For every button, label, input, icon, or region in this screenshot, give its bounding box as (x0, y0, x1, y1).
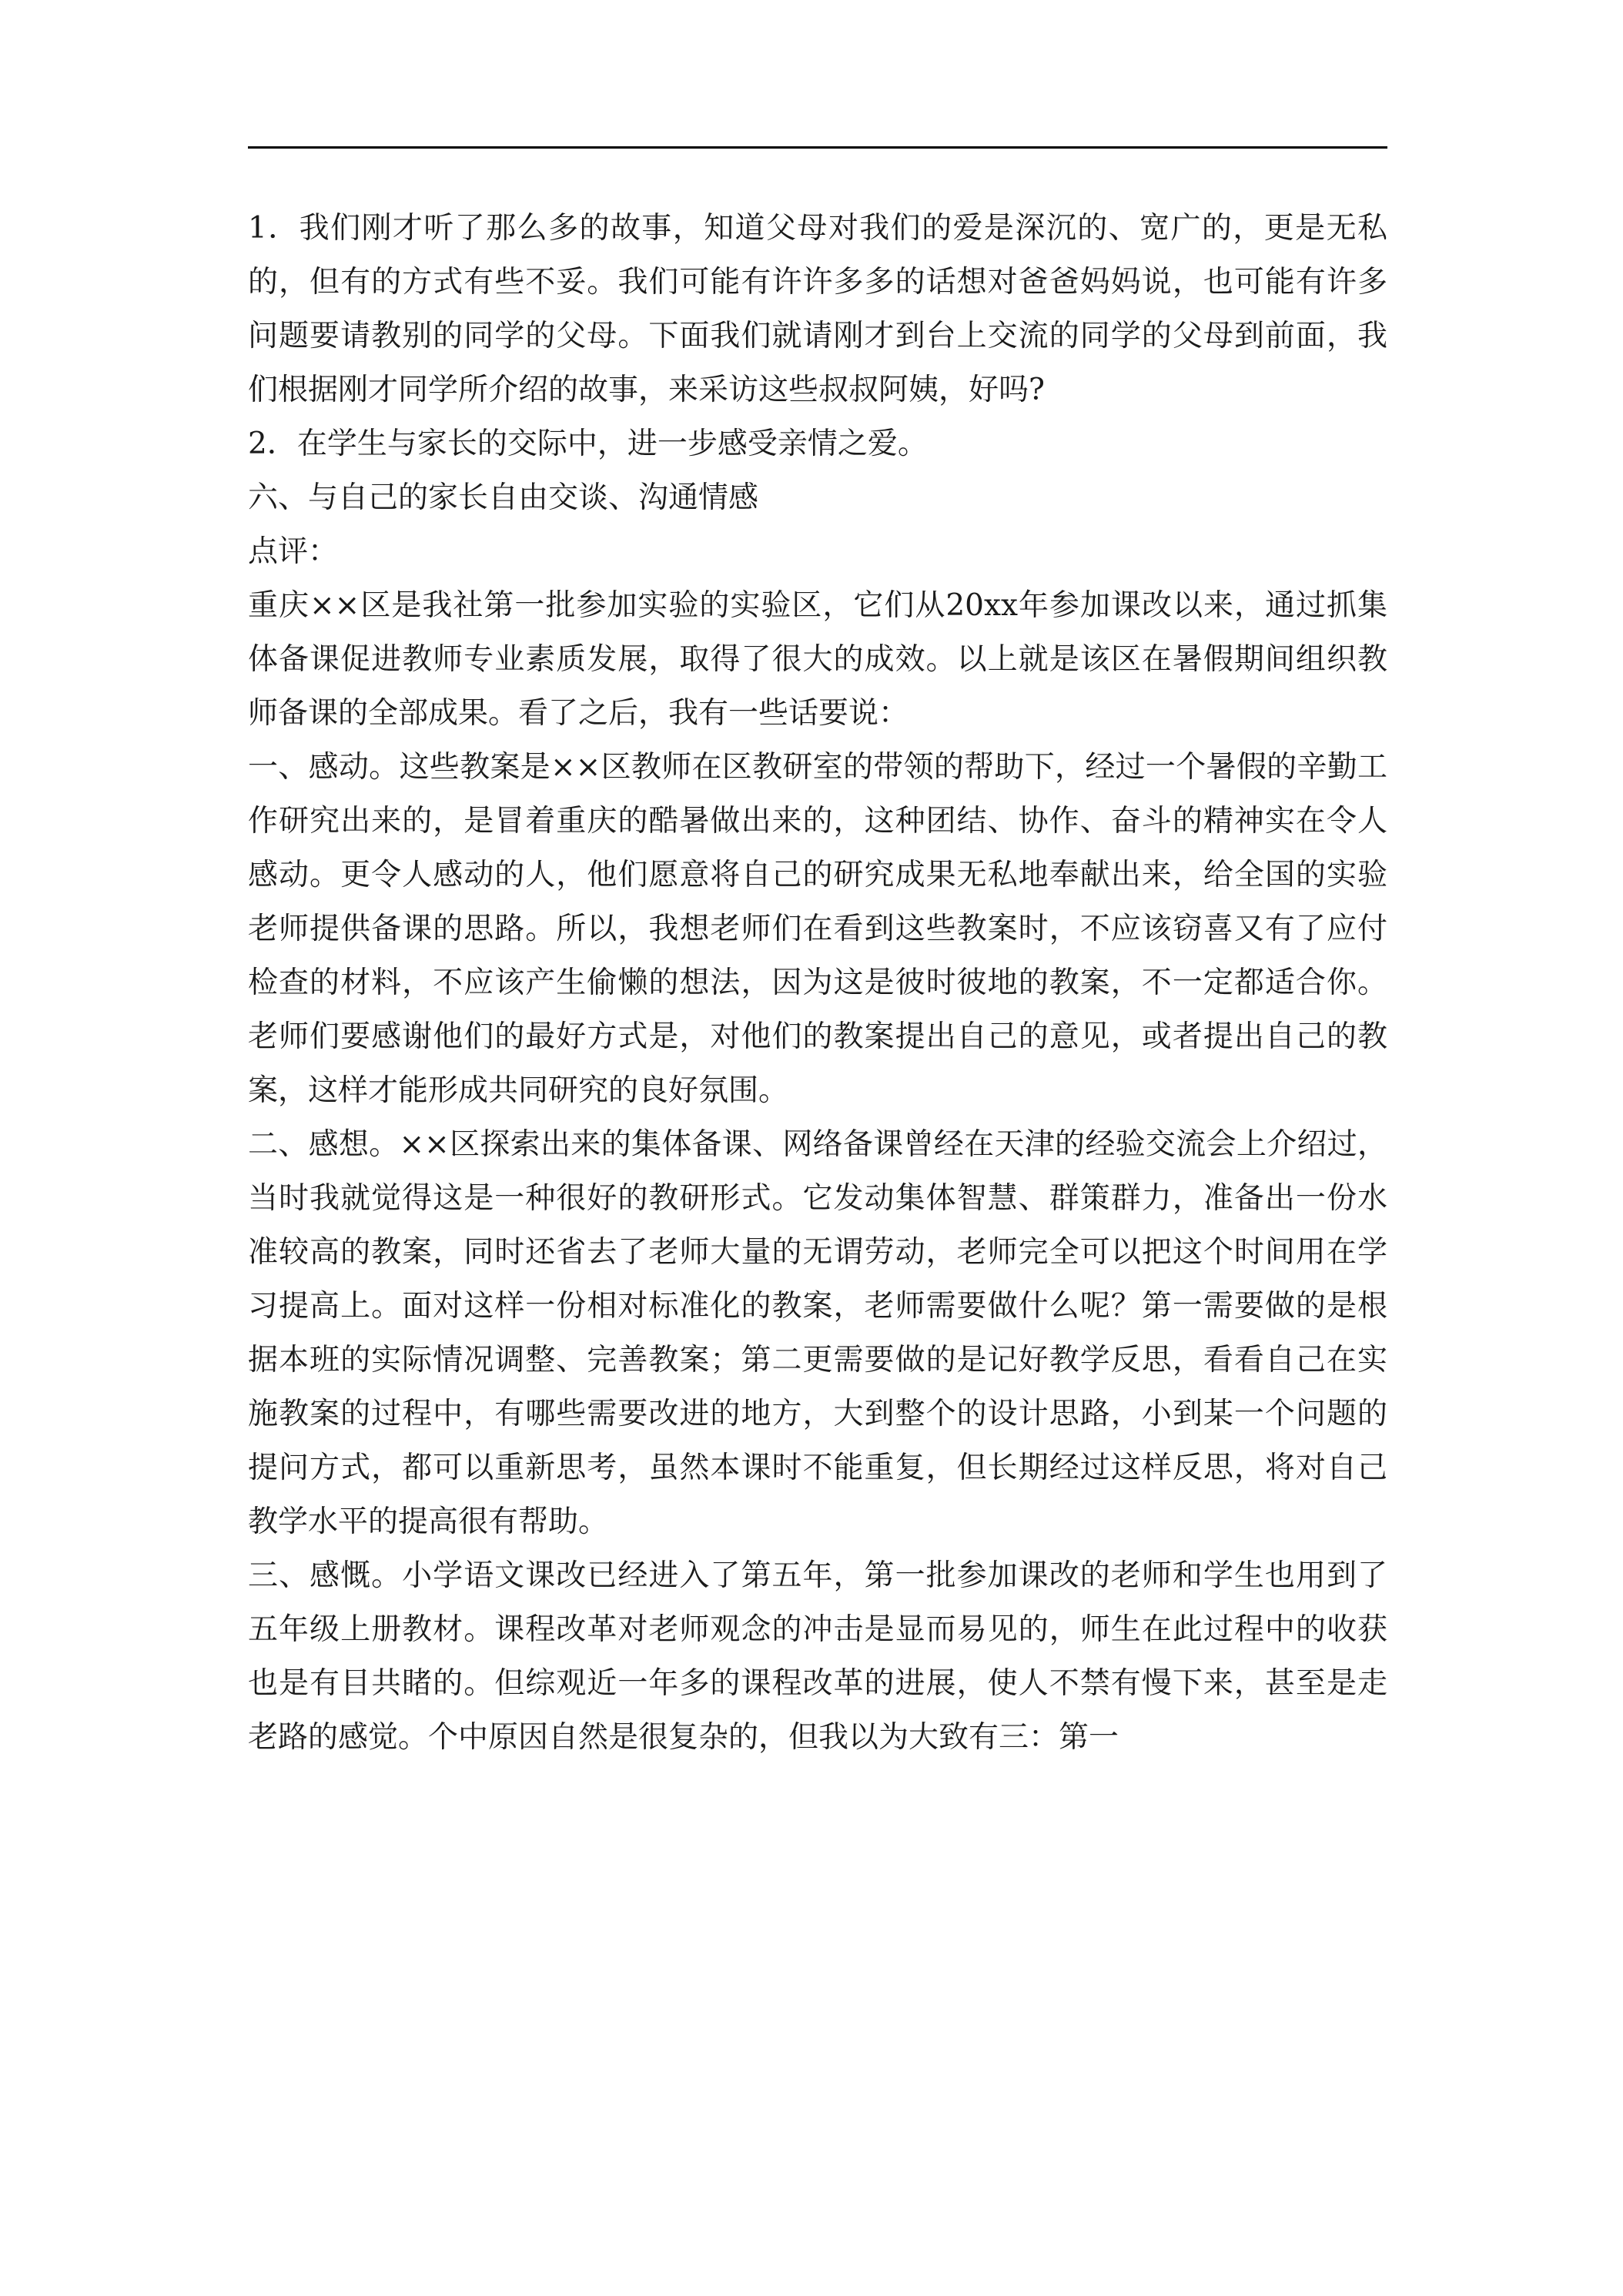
paragraph-thoughts: 二、感想。××区探索出来的集体备课、网络备课曾经在天津的经验交流会上介绍过，当时我就觉得这是一种很好的教研形式。它发动集体智慧、群策群力，准备出一份水准较高的教案，同时还省去了老师大量的无谓劳动，老师完全可以把这个时间用在学习提高上。面对这样一份相对标准化的教案，老师需要做什么呢？第一需要做的是根据本班的实际情况调整、完善教案；第二更需要做的是记好教学反思，看看自己在实施教案的过程中，有哪些需要改进的地方，大到整个的设计思路，小到某一个问题的提问方式，都可以重新思考，虽然本课时不能重复，但长期经过这样反思，将对自己教学水平的提高很有帮助。 (248, 1127, 1387, 1539)
paragraph-1: 1．我们刚才听了那么多的故事，知道父母对我们的爱是深沉的、宽广的，更是无私的，但有的方式有些不妥。我们可能有许许多多的话想对爸爸妈妈说，也可能有许多问题要请教别的同学的父母。下面我们就请刚才到台上交流的同学的父母到前面，我们根据刚才同学所介绍的故事，来采访这些叔叔阿姨，好吗? (248, 211, 1387, 407)
section-heading-6: 六、与自己的家长自由交谈、沟通情感 (248, 480, 759, 515)
paragraph-feeling-moved: 一、感动。这些教案是××区教师在区教研室的带领的帮助下，经过一个暑假的辛勤工作研究出来的，是冒着重庆的酷暑做出来的，这种团结、协作、奋斗的精神实在令人感动。更令人感动的人，他们愿意将自己的研究成果无私地奉献出来，给全国的实验老师提供备课的思路。所以，我想老师们在看到这些教案时，不应该窃喜又有了应付检查的材料，不应该产生偷懒的想法，因为这是彼时彼地的教案，不一定都适合你。老师们要感谢他们的最好方式是，对他们的教案提出自己的意见，或者提出自己的教案，这样才能形成共同研究的良好氛围。 (248, 750, 1387, 1108)
paragraph-2: 2．在学生与家长的交际中，进一步感受亲情之爱。 (248, 427, 928, 461)
commentary-heading: 点评： (248, 534, 339, 569)
paragraph-reflection: 三、感慨。小学语文课改已经进入了第五年，第一批参加课改的老师和学生也用到了五年级上册教材。课程改革对老师观念的冲击是显而易见的，师生在此过程中的收获也是有目共睹的。但综观近一年多的课程改革的进展，使人不禁有慢下来，甚至是走老路的感觉。个中原因自然是很复杂的，但我以为大致有三：第一 (248, 1558, 1387, 1755)
header-rule (248, 146, 1387, 149)
document-body (248, 202, 1387, 1765)
paragraph-intro: 重庆××区是我社第一批参加实验的实验区，它们从20xx年参加课改以来，通过抓集体备课促进教师专业素质发展，取得了很大的成效。以上就是该区在暑假期间组织教师备课的全部成果。看了之后，我有一些话要说： (248, 588, 1387, 731)
